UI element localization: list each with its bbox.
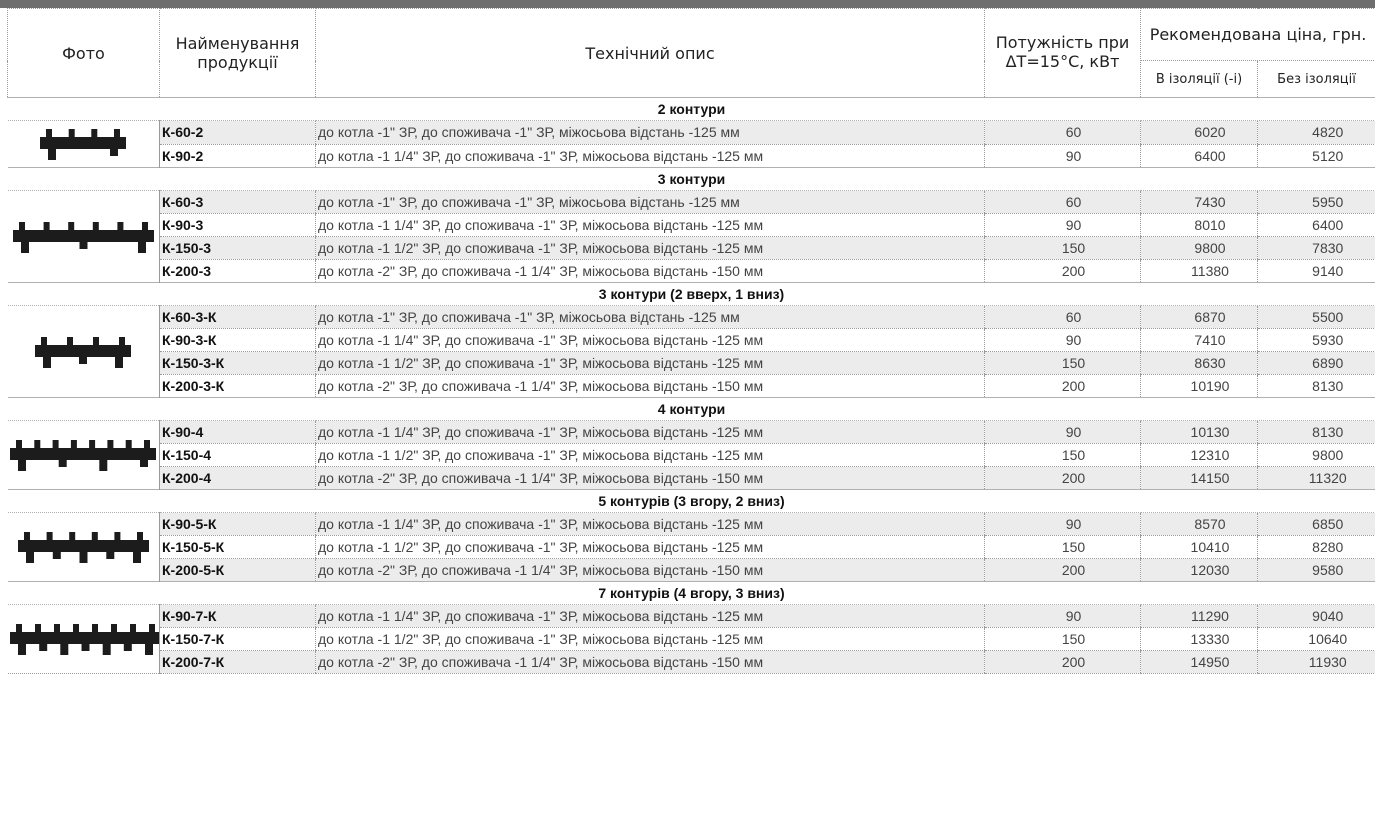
price-insulated: 11290 bbox=[1141, 605, 1258, 628]
price-insulated: 8630 bbox=[1141, 352, 1258, 375]
product-power: 200 bbox=[985, 651, 1141, 674]
product-description: до котла -2" ЗР, до споживача -1 1/4" ЗР, міжосьова відстань -150 мм bbox=[316, 651, 985, 674]
product-power: 150 bbox=[985, 237, 1141, 260]
product-power: 150 bbox=[985, 352, 1141, 375]
product-power: 90 bbox=[985, 214, 1141, 237]
product-photo bbox=[8, 121, 160, 168]
manifold-3-icon bbox=[8, 214, 160, 260]
price-uninsulated: 7830 bbox=[1258, 237, 1375, 260]
price-insulated: 6020 bbox=[1141, 121, 1258, 145]
price-uninsulated: 9140 bbox=[1258, 260, 1375, 283]
product-power: 150 bbox=[985, 536, 1141, 559]
product-description: до котла -1 1/4" ЗР, до споживача -1" ЗР, міжосьова відстань -125 мм bbox=[316, 605, 985, 628]
price-uninsulated: 9040 bbox=[1258, 605, 1375, 628]
product-power: 90 bbox=[985, 421, 1141, 444]
product-name: К-200-3 bbox=[160, 260, 316, 283]
price-insulated: 10410 bbox=[1141, 536, 1258, 559]
price-uninsulated: 8130 bbox=[1258, 421, 1375, 444]
table-row bbox=[8, 651, 1375, 674]
col-header-power: Потужність при ΔT=15°C, кВт bbox=[985, 9, 1141, 98]
product-description: до котла -2" ЗР, до споживача -1 1/4" ЗР, міжосьова відстань -150 мм bbox=[316, 375, 985, 398]
product-description: до котла -2" ЗР, до споживача -1 1/4" ЗР, міжосьова відстань -150 мм bbox=[316, 559, 985, 582]
product-name: К-200-5-К bbox=[160, 559, 316, 582]
product-name: К-150-4 bbox=[160, 444, 316, 467]
group-header-row bbox=[8, 168, 1375, 191]
group-title: 7 контурів (4 вгору, 3 вниз) bbox=[8, 582, 1375, 605]
product-name: К-90-3-К bbox=[160, 329, 316, 352]
table-row bbox=[8, 329, 1375, 352]
table-row bbox=[8, 421, 1375, 444]
table-row bbox=[8, 121, 1375, 145]
product-name: К-200-7-К bbox=[160, 651, 316, 674]
product-name: К-150-5-К bbox=[160, 536, 316, 559]
group-title: 3 контури bbox=[8, 168, 1375, 191]
table-row bbox=[8, 352, 1375, 375]
manifold-7k-icon bbox=[8, 616, 160, 662]
price-uninsulated: 5950 bbox=[1258, 191, 1375, 214]
product-power: 90 bbox=[985, 605, 1141, 628]
product-description: до котла -1 1/2" ЗР, до споживача -1" ЗР, міжосьова відстань -125 мм bbox=[316, 237, 985, 260]
table-row bbox=[8, 306, 1375, 329]
product-photo bbox=[8, 605, 160, 674]
product-name: К-200-3-К bbox=[160, 375, 316, 398]
product-name: К-150-3-К bbox=[160, 352, 316, 375]
product-description: до котла -1 1/2" ЗР, до споживача -1" ЗР, міжосьова відстань -125 мм bbox=[316, 352, 985, 375]
manifold-2-icon bbox=[8, 121, 160, 167]
group-header-row bbox=[8, 283, 1375, 306]
table-row bbox=[8, 144, 1375, 168]
price-insulated: 14950 bbox=[1141, 651, 1258, 674]
manifold-5k-icon bbox=[8, 524, 160, 570]
product-description: до котла -1 1/4" ЗР, до споживача -1" ЗР, міжосьова відстань -125 мм bbox=[316, 144, 985, 168]
table-row bbox=[8, 605, 1375, 628]
price-insulated: 9800 bbox=[1141, 237, 1258, 260]
product-name: К-150-7-К bbox=[160, 628, 316, 651]
product-name: К-90-7-К bbox=[160, 605, 316, 628]
product-description: до котла -1 1/2" ЗР, до споживача -1" ЗР, міжосьова відстань -125 мм bbox=[316, 444, 985, 467]
price-insulated: 7430 bbox=[1141, 191, 1258, 214]
price-insulated: 6870 bbox=[1141, 306, 1258, 329]
product-name: К-90-3 bbox=[160, 214, 316, 237]
price-uninsulated: 8130 bbox=[1258, 375, 1375, 398]
product-power: 90 bbox=[985, 144, 1141, 168]
group-title: 5 контурів (3 вгору, 2 вниз) bbox=[8, 490, 1375, 513]
product-power: 60 bbox=[985, 191, 1141, 214]
price-insulated: 7410 bbox=[1141, 329, 1258, 352]
price-uninsulated: 5930 bbox=[1258, 329, 1375, 352]
table-row bbox=[8, 444, 1375, 467]
price-insulated: 8570 bbox=[1141, 513, 1258, 536]
product-photo bbox=[8, 513, 160, 582]
product-name: К-60-3 bbox=[160, 191, 316, 214]
product-name: К-60-2 bbox=[160, 121, 316, 145]
table-row bbox=[8, 536, 1375, 559]
product-power: 200 bbox=[985, 375, 1141, 398]
col-header-price-insulated: В ізоляції (-і) bbox=[1141, 61, 1258, 98]
table-row bbox=[8, 467, 1375, 490]
product-description: до котла -2" ЗР, до споживача -1 1/4" ЗР, міжосьова відстань -150 мм bbox=[316, 260, 985, 283]
product-description: до котла -1 1/4" ЗР, до споживача -1" ЗР, міжосьова відстань -125 мм bbox=[316, 329, 985, 352]
product-power: 200 bbox=[985, 467, 1141, 490]
price-uninsulated: 9800 bbox=[1258, 444, 1375, 467]
table-row bbox=[8, 559, 1375, 582]
product-power: 60 bbox=[985, 121, 1141, 145]
product-power: 150 bbox=[985, 444, 1141, 467]
product-description: до котла -1" ЗР, до споживача -1" ЗР, міжосьова відстань -125 мм bbox=[316, 306, 985, 329]
group-title: 4 контури bbox=[8, 398, 1375, 421]
price-uninsulated: 9580 bbox=[1258, 559, 1375, 582]
product-description: до котла -1 1/4" ЗР, до споживача -1" ЗР, міжосьова відстань -125 мм bbox=[316, 214, 985, 237]
product-name: К-150-3 bbox=[160, 237, 316, 260]
table-row bbox=[8, 628, 1375, 651]
table-row bbox=[8, 375, 1375, 398]
group-header-row bbox=[8, 98, 1375, 121]
col-header-price-uninsulated: Без ізоляції bbox=[1258, 61, 1375, 98]
product-power: 60 bbox=[985, 306, 1141, 329]
price-insulated: 10130 bbox=[1141, 421, 1258, 444]
price-uninsulated: 6400 bbox=[1258, 214, 1375, 237]
product-description: до котла -1 1/4" ЗР, до споживача -1" ЗР, міжосьова відстань -125 мм bbox=[316, 513, 985, 536]
product-description: до котла -1" ЗР, до споживача -1" ЗР, міжосьова відстань -125 мм bbox=[316, 121, 985, 145]
col-header-description: Технічний опис bbox=[316, 9, 985, 98]
table-body bbox=[8, 98, 1375, 674]
product-name: К-200-4 bbox=[160, 467, 316, 490]
product-power: 90 bbox=[985, 513, 1141, 536]
table-header bbox=[8, 9, 1375, 98]
product-description: до котла -1 1/4" ЗР, до споживача -1" ЗР, міжосьова відстань -125 мм bbox=[316, 421, 985, 444]
product-name: К-60-3-К bbox=[160, 306, 316, 329]
table-row bbox=[8, 191, 1375, 214]
price-table bbox=[7, 8, 1375, 674]
col-header-name: Найменування продукції bbox=[160, 9, 316, 98]
product-name: К-90-2 bbox=[160, 144, 316, 168]
table-row bbox=[8, 237, 1375, 260]
top-title-strip bbox=[0, 0, 1375, 8]
price-uninsulated: 6890 bbox=[1258, 352, 1375, 375]
product-name: К-90-5-К bbox=[160, 513, 316, 536]
price-uninsulated: 8280 bbox=[1258, 536, 1375, 559]
group-title: 3 контури (2 вверх, 1 вниз) bbox=[8, 283, 1375, 306]
price-insulated: 13330 bbox=[1141, 628, 1258, 651]
table-row bbox=[8, 214, 1375, 237]
price-insulated: 12310 bbox=[1141, 444, 1258, 467]
product-description: до котла -2" ЗР, до споживача -1 1/4" ЗР, міжосьова відстань -150 мм bbox=[316, 467, 985, 490]
product-photo bbox=[8, 191, 160, 283]
price-insulated: 14150 bbox=[1141, 467, 1258, 490]
table-row bbox=[8, 260, 1375, 283]
price-uninsulated: 10640 bbox=[1258, 628, 1375, 651]
group-header-row bbox=[8, 398, 1375, 421]
manifold-3k-icon bbox=[8, 329, 160, 375]
group-title: 2 контури bbox=[8, 98, 1375, 121]
product-name: К-90-4 bbox=[160, 421, 316, 444]
price-insulated: 12030 bbox=[1141, 559, 1258, 582]
price-insulated: 11380 bbox=[1141, 260, 1258, 283]
price-insulated: 10190 bbox=[1141, 375, 1258, 398]
price-uninsulated: 11930 bbox=[1258, 651, 1375, 674]
product-power: 90 bbox=[985, 329, 1141, 352]
manifold-4-icon bbox=[8, 432, 160, 478]
product-description: до котла -1" ЗР, до споживача -1" ЗР, міжосьова відстань -125 мм bbox=[316, 191, 985, 214]
price-uninsulated: 11320 bbox=[1258, 467, 1375, 490]
col-header-photo: Фото bbox=[8, 9, 160, 98]
product-photo bbox=[8, 306, 160, 398]
product-photo bbox=[8, 421, 160, 490]
product-description: до котла -1 1/2" ЗР, до споживача -1" ЗР, міжосьова відстань -125 мм bbox=[316, 628, 985, 651]
price-uninsulated: 4820 bbox=[1258, 121, 1375, 145]
price-insulated: 8010 bbox=[1141, 214, 1258, 237]
price-insulated: 6400 bbox=[1141, 144, 1258, 168]
product-description: до котла -1 1/2" ЗР, до споживача -1" ЗР, міжосьова відстань -125 мм bbox=[316, 536, 985, 559]
price-uninsulated: 5500 bbox=[1258, 306, 1375, 329]
group-header-row bbox=[8, 490, 1375, 513]
product-power: 200 bbox=[985, 559, 1141, 582]
price-uninsulated: 5120 bbox=[1258, 144, 1375, 168]
product-power: 200 bbox=[985, 260, 1141, 283]
table-row bbox=[8, 513, 1375, 536]
col-header-price: Рекомендована ціна, грн. bbox=[1141, 9, 1375, 61]
group-header-row bbox=[8, 582, 1375, 605]
price-uninsulated: 6850 bbox=[1258, 513, 1375, 536]
product-power: 150 bbox=[985, 628, 1141, 651]
